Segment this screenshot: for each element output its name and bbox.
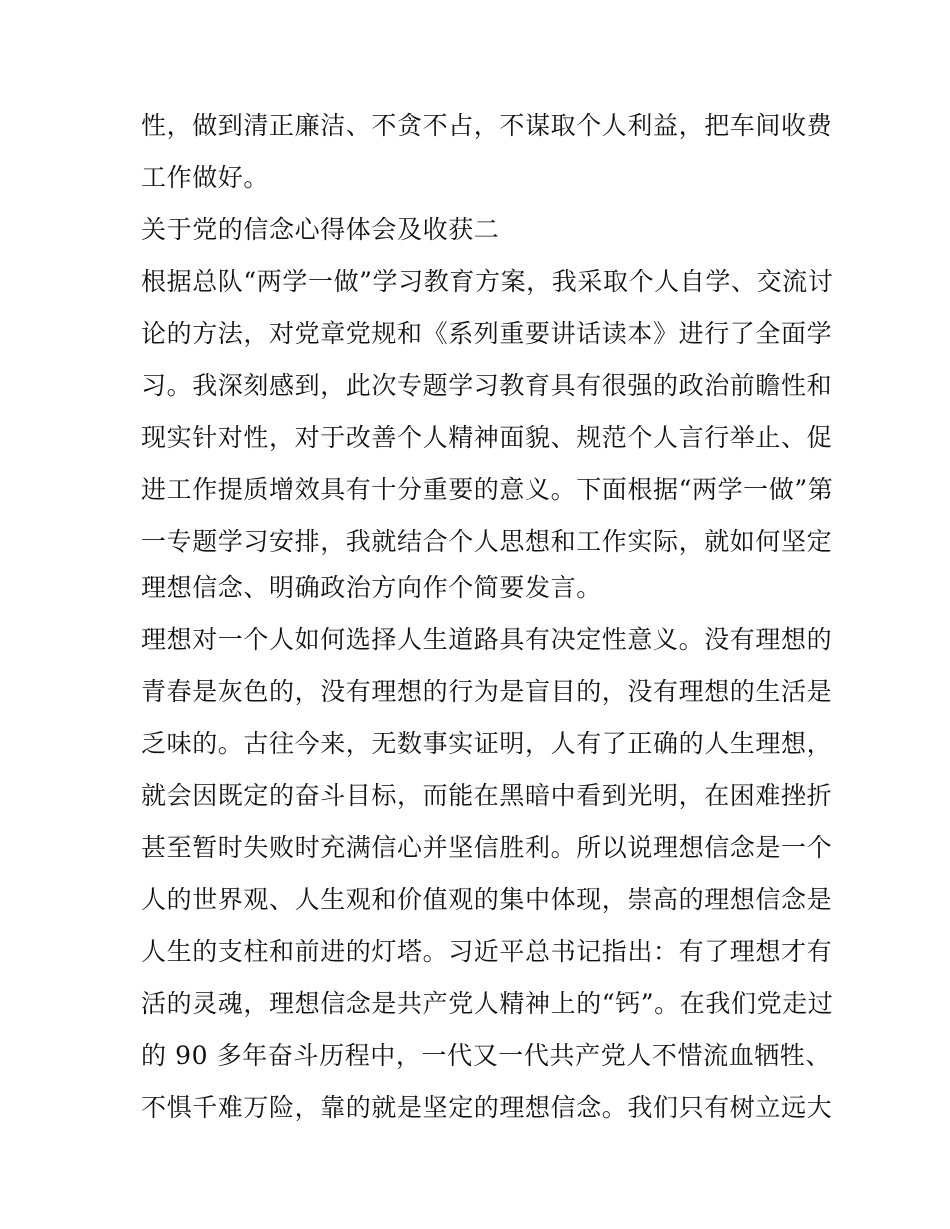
text-line: 性，做到清正廉洁、不贪不占，不谋取个人利益，把车间收费 <box>141 111 833 140</box>
text-line: 现实针对性，对于改善个人精神面貌、规范个人言行举止、促 <box>141 423 833 452</box>
text-line: 理想信念、明确政治方向作个简要发言。 <box>141 573 602 602</box>
text-line: 甚至暂时失败时充满信心并坚信胜利。所以说理想信念是一个 <box>141 833 833 862</box>
text-line: 人的世界观、人生观和价值观的集中体现，崇高的理想信念是 <box>141 885 833 914</box>
text-line: 习。我深刻感到，此次专题学习教育具有很强的政治前瞻性和 <box>141 371 833 400</box>
text-line: 理想对一个人如何选择人生道路具有决定性意义。没有理想的 <box>141 625 833 654</box>
text-line: 一专题学习安排，我就结合个人思想和工作实际，就如何坚定 <box>141 527 833 556</box>
section-heading: 关于党的信念心得体会及收获二 <box>141 215 500 244</box>
text-line: 不惧千难万险，靠的就是坚定的理想信念。我们只有树立远大 <box>141 1093 833 1122</box>
text-line: 活的灵魂，理想信念是共产党人精神上的“钙”。在我们党走过 <box>141 989 834 1018</box>
text-line: 的 90 多年奋斗历程中，一代又一代共产党人不惜流血牺牲、 <box>141 1041 832 1070</box>
text-line: 人生的支柱和前进的灯塔。习近平总书记指出：有了理想才有 <box>141 937 833 966</box>
text-line: 青春是灰色的，没有理想的行为是盲目的，没有理想的生活是 <box>141 677 833 706</box>
text-line: 就会因既定的奋斗目标，而能在黑暗中看到光明，在困难挫折 <box>141 781 833 810</box>
text-line: 乏味的。古往今来，无数事实证明，人有了正确的人生理想， <box>141 729 833 758</box>
text-line: 工作做好。 <box>141 163 270 192</box>
text-line: 论的方法，对党章党规和《系列重要讲话读本》进行了全面学 <box>141 319 833 348</box>
text-line: 根据总队“两学一做”学习教育方案，我采取个人自学、交流讨 <box>141 267 834 296</box>
text-line: 进工作提质增效具有十分重要的意义。下面根据“两学一做”第 <box>141 475 834 504</box>
